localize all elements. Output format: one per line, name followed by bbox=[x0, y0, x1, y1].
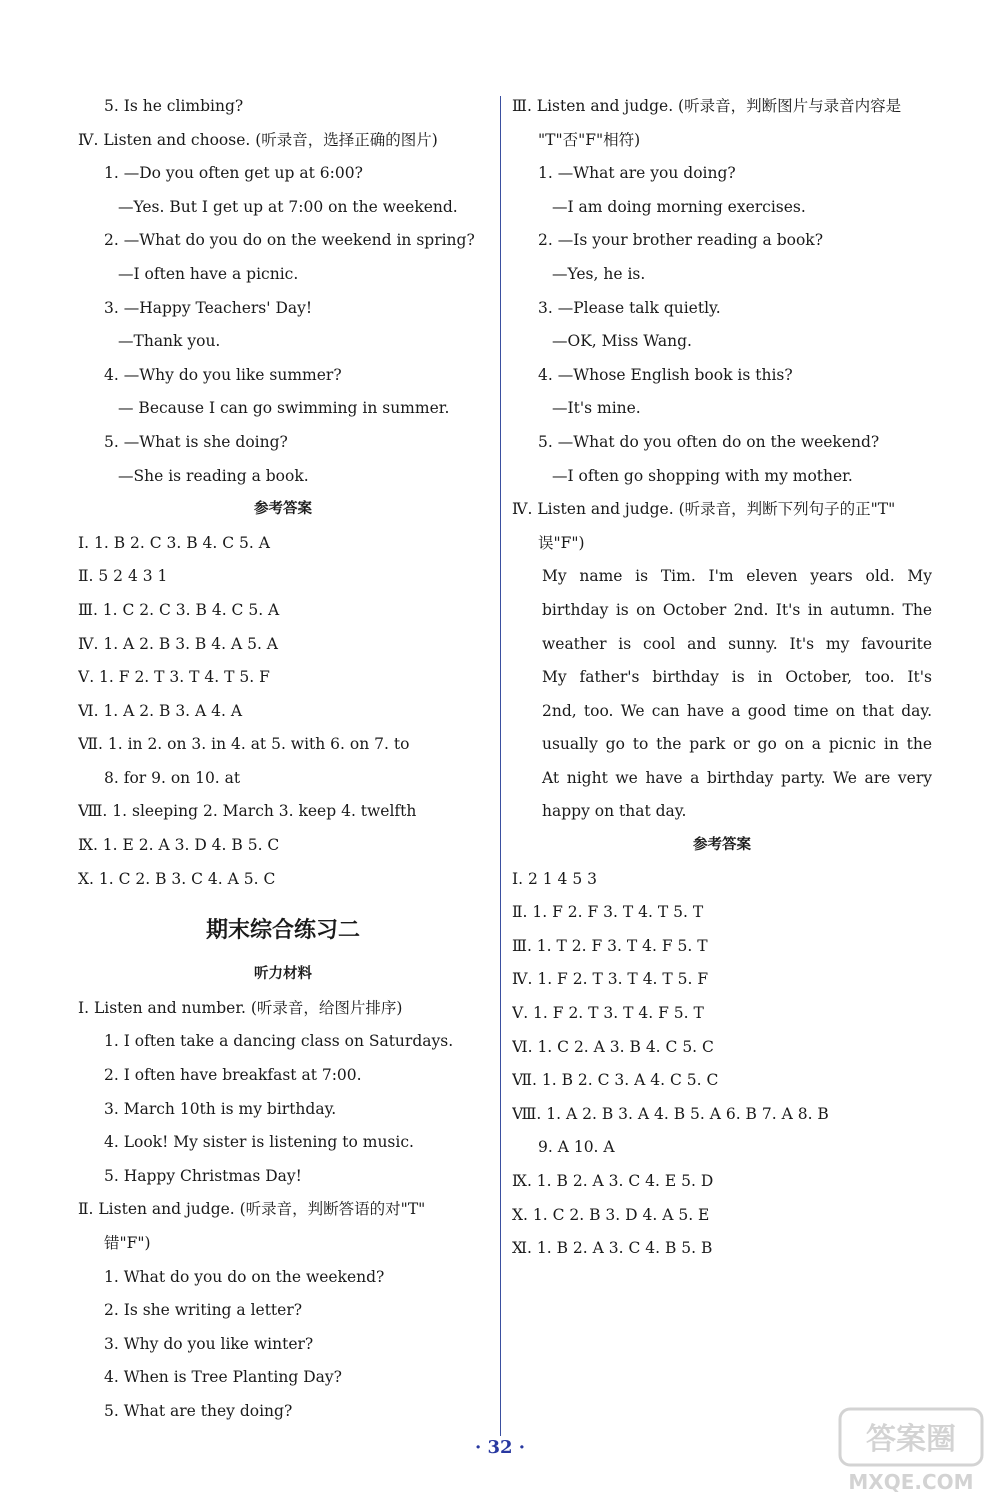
text-line: Ⅵ. 1. C 2. A 3. B 4. C 5. C bbox=[512, 1037, 714, 1056]
text-line: 4. —Why do you like summer? bbox=[104, 365, 342, 384]
text-line: My name is Tim. I'm eleven years old. My bbox=[542, 567, 932, 586]
text-line: 5. Happy Christmas Day! bbox=[104, 1166, 302, 1185]
text-line: Ⅱ. 1. F 2. F 3. T 4. T 5. T bbox=[512, 903, 704, 922]
text-line: 9. A 10. A bbox=[538, 1138, 615, 1157]
text-line: Ⅸ. 1. B 2. A 3. C 4. E 5. D bbox=[512, 1172, 714, 1190]
text-line: Ⅳ. Listen and judge. (听录音，判断下列句子的正"T" bbox=[512, 500, 896, 519]
text-line: —I often go shopping with my mother. bbox=[552, 466, 853, 485]
text-line: At night we have a birthday party. We are very bbox=[542, 768, 932, 787]
text-line: Ⅲ. 1. T 2. F 3. T 4. F 5. T bbox=[512, 936, 708, 955]
text-line: Ⅺ. 1. B 2. A 3. C 4. B 5. B bbox=[512, 1239, 713, 1258]
text-line: Ⅴ. 1. F 2. T 3. T 4. F 5. T bbox=[512, 1004, 704, 1023]
section-title: 期末综合练习二 bbox=[205, 918, 360, 944]
right-text-block bbox=[512, 90, 932, 1266]
text-line: 8. for 9. on 10. at bbox=[104, 768, 241, 787]
text-line: 错"F") bbox=[104, 1234, 151, 1252]
text-line: —Yes, he is. bbox=[552, 264, 646, 283]
text-line: Ⅰ. Listen and number. (听录音，给图片排序) bbox=[78, 998, 403, 1017]
text-line: Ⅴ. 1. F 2. T 3. T 4. T 5. F bbox=[78, 668, 270, 687]
text-line: Ⅰ. 2 1 4 5 3 bbox=[512, 869, 597, 888]
left-text-block-2 bbox=[78, 992, 488, 1429]
text-line: 4. When is Tree Planting Day? bbox=[104, 1368, 342, 1387]
text-line: Ⅳ. 1. A 2. B 3. B 4. A 5. A bbox=[78, 634, 278, 653]
text-line: weather is cool and sunny. It's my favourite bbox=[542, 634, 932, 653]
text-line: Ⅲ. 1. C 2. C 3. B 4. C 5. A bbox=[78, 600, 280, 619]
text-line: — Because I can go swimming in summer. bbox=[118, 399, 450, 418]
text-line: Ⅰ. 1. B 2. C 3. B 4. C 5. A bbox=[78, 533, 270, 552]
text-line: 2. —Is your brother reading a book? bbox=[538, 231, 824, 250]
text-line: 3. —Happy Teachers' Day! bbox=[104, 298, 313, 317]
text-line: 3. —Please talk quietly. bbox=[538, 298, 721, 317]
text-line: 2nd, too. We can have a good time on that day. bbox=[542, 701, 932, 720]
text-line: 1. —What are you doing? bbox=[538, 164, 736, 183]
text-line: —Yes. But I get up at 7:00 on the weekend. bbox=[118, 197, 458, 216]
text-line: 5. What are they doing? bbox=[104, 1401, 293, 1420]
text-line: —It's mine. bbox=[552, 399, 641, 418]
text-line: —OK, Miss Wang. bbox=[552, 332, 692, 351]
text-line: 1. —Do you often get up at 6:00? bbox=[104, 164, 363, 183]
text-line: Ⅲ. Listen and judge. (听录音，判断图片与录音内容是 bbox=[512, 97, 902, 115]
watermark-logo bbox=[836, 1405, 986, 1497]
text-line: Ⅵ. 1. A 2. B 3. A 4. A bbox=[78, 701, 243, 720]
column-divider bbox=[500, 96, 501, 1436]
text-line: "T"否"F"相符) bbox=[538, 130, 641, 149]
text-line: Ⅱ. 5 2 4 3 1 bbox=[78, 567, 168, 586]
text-line: birthday is on October 2nd. It's in autumn. The bbox=[542, 600, 932, 619]
text-line: My father's birthday is in October, too. It's bbox=[542, 668, 932, 687]
text-line: Ⅶ. 1. in 2. on 3. in 4. at 5. with 6. on 7. to bbox=[78, 735, 410, 754]
watermark-url: MXQE.COM bbox=[848, 1470, 974, 1494]
page-number: · 32 · bbox=[474, 1437, 526, 1458]
watermark-logo-text: 答案圈 bbox=[866, 1422, 956, 1457]
text-line: —She is reading a book. bbox=[118, 466, 309, 485]
text-line: 参考答案 bbox=[254, 501, 312, 518]
text-line: Ⅹ. 1. C 2. B 3. C 4. A 5. C bbox=[78, 869, 276, 888]
left-text-block bbox=[78, 90, 488, 896]
right-column bbox=[512, 90, 932, 1266]
listening-title: 听力材料 bbox=[254, 966, 312, 983]
text-line: 4. —Whose English book is this? bbox=[538, 365, 793, 384]
text-line: Ⅱ. Listen and judge. (听录音，判断答语的对"T" bbox=[78, 1200, 426, 1219]
text-line: 2. I often have breakfast at 7:00. bbox=[104, 1066, 362, 1085]
text-line: Ⅸ. 1. E 2. A 3. D 4. B 5. C bbox=[78, 836, 280, 855]
text-line: 4. Look! My sister is listening to music. bbox=[104, 1133, 414, 1152]
text-line: 2. Is she writing a letter? bbox=[104, 1301, 303, 1320]
text-line: Ⅷ. 1. sleeping 2. March 3. keep 4. twelfth bbox=[78, 802, 417, 821]
text-line: —I am doing morning exercises. bbox=[552, 197, 806, 216]
text-line: 3. March 10th is my birthday. bbox=[104, 1099, 337, 1118]
text-line: 参考答案 bbox=[693, 837, 751, 854]
text-line: 1. I often take a dancing class on Saturdays. bbox=[104, 1032, 454, 1051]
text-line: Ⅷ. 1. A 2. B 3. A 4. B 5. A 6. B 7. A 8. B bbox=[512, 1104, 829, 1123]
text-line: Ⅶ. 1. B 2. C 3. A 4. C 5. C bbox=[512, 1071, 719, 1090]
text-line: Ⅹ. 1. C 2. B 3. D 4. A 5. E bbox=[512, 1205, 710, 1224]
left-column bbox=[78, 90, 488, 1429]
text-line: 5. Is he climbing? bbox=[104, 97, 244, 115]
text-line: 2. —What do you do on the weekend in spring? bbox=[104, 231, 475, 250]
text-line: 1. What do you do on the weekend? bbox=[104, 1267, 385, 1286]
text-line: —Thank you. bbox=[118, 332, 221, 351]
text-line: Ⅳ. 1. F 2. T 3. T 4. T 5. F bbox=[512, 970, 709, 989]
text-line: Ⅳ. Listen and choose. (听录音，选择正确的图片) bbox=[78, 130, 438, 149]
text-line: —I often have a picnic. bbox=[118, 264, 299, 283]
text-line: usually go to the park or go on a picnic in the bbox=[542, 735, 932, 754]
text-line: 误"F") bbox=[538, 533, 585, 552]
text-line: 5. —What is she doing? bbox=[104, 432, 288, 451]
text-line: 5. —What do you often do on the weekend? bbox=[538, 432, 880, 451]
text-line: 3. Why do you like winter? bbox=[104, 1334, 314, 1353]
text-line: happy on that day. bbox=[542, 802, 687, 821]
